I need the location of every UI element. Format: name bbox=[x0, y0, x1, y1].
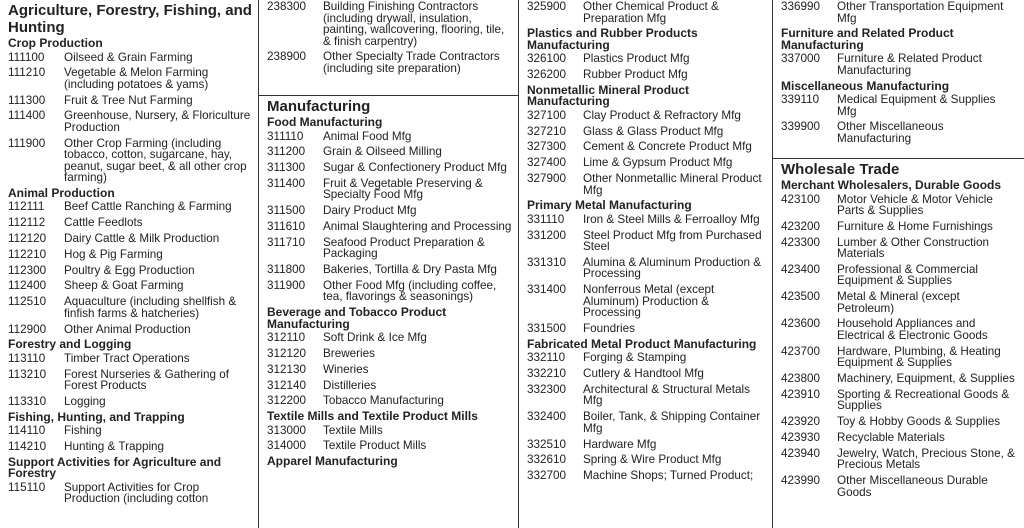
industry-description: Cutlery & Handtool Mfg bbox=[583, 367, 704, 381]
naics-code: 332210 bbox=[527, 367, 567, 381]
industry-description: Nonferrous Metal (except Aluminum) Production & Processing bbox=[583, 283, 715, 320]
list-item bbox=[8, 110, 258, 133]
naics-code: 312120 bbox=[267, 346, 307, 360]
naics-code: 332700 bbox=[527, 469, 567, 483]
industry-description: Steel Product Mfg from Purchased Steel bbox=[583, 228, 762, 254]
list-item bbox=[527, 411, 772, 434]
naics-code: 312110 bbox=[267, 331, 306, 345]
industry-description: Fruit & Vegetable Preserving & Specialty Food Mfg bbox=[323, 176, 483, 202]
industry-description: Jewelry, Watch, Precious Stone, & Precious Metals bbox=[837, 446, 1015, 472]
naics-code: 336990 bbox=[781, 0, 821, 13]
naics-code: 423500 bbox=[781, 290, 821, 304]
list-item bbox=[781, 237, 1024, 260]
list-item bbox=[527, 454, 772, 466]
industry-description: Fruit & Tree Nut Farming bbox=[64, 93, 193, 107]
industry-description: Other Miscellaneous Durable Goods bbox=[837, 474, 988, 499]
naics-code: 238900 bbox=[267, 50, 307, 64]
list-item bbox=[781, 291, 1024, 314]
naics-code: 311710 bbox=[267, 235, 306, 249]
naics-code: 332400 bbox=[527, 410, 567, 424]
list-item bbox=[781, 416, 1024, 428]
section bbox=[0, 2, 258, 509]
industry-description: Architectural & Structural Metals Mfg bbox=[583, 382, 750, 408]
group-heading: Nonmetallic Mineral Product Manufacturing bbox=[527, 82, 690, 109]
industry-description: Distilleries bbox=[323, 378, 377, 392]
industry-description: Foundries bbox=[583, 322, 635, 336]
industry-description: Lumber & Other Construction Materials bbox=[837, 235, 990, 261]
industry-description: Animal Slaughtering and Processing bbox=[323, 219, 512, 233]
list-item bbox=[527, 368, 772, 380]
industry-description: Bakeries, Tortilla & Dry Pasta Mfg bbox=[323, 263, 497, 277]
industry-description: Other Chemical Product & Preparation Mfg bbox=[583, 0, 719, 25]
list-item bbox=[781, 221, 1024, 233]
industry-description: Sugar & Confectionery Product Mfg bbox=[323, 161, 507, 175]
industry-description: Other Nonmetallic Mineral Product Mfg bbox=[583, 172, 762, 197]
industry-description: Building Finishing Contractors (including drywall, insulation, painting, wallcovering, flooring, tile, & finish carpentry) bbox=[323, 0, 505, 48]
group-heading: Textile Mills and Textile Product Mills bbox=[267, 409, 478, 424]
industry-description: Aquaculture (including shellfish & finfish farms & hatcheries) bbox=[64, 295, 237, 320]
naics-code: 326200 bbox=[527, 68, 567, 82]
list-item bbox=[781, 121, 1024, 144]
naics-code: 311900 bbox=[267, 278, 306, 292]
list-item bbox=[781, 475, 1024, 498]
naics-code: 111100 bbox=[8, 50, 45, 64]
list-item bbox=[527, 257, 772, 280]
list-item bbox=[8, 353, 258, 365]
list-item bbox=[527, 352, 772, 364]
industry-description: Other Crop Farming (including tobacco, cotton, sugarcane, hay, peanut, sugar beet, & all other crop farming) bbox=[64, 136, 247, 185]
naics-code: 112400 bbox=[8, 279, 47, 293]
industry-description: Household Appliances and Electrical & Electronic Goods bbox=[837, 317, 988, 342]
list-item bbox=[781, 448, 1024, 471]
industry-description: Toy & Hobby Goods & Supplies bbox=[837, 415, 1001, 429]
naics-code: 331500 bbox=[527, 322, 567, 336]
industry-description: Rubber Product Mfg bbox=[583, 68, 688, 82]
list-item bbox=[267, 348, 518, 360]
naics-code: 314000 bbox=[267, 439, 307, 453]
industry-description: Motor Vehicle & Motor Vehicle Parts & Supplies bbox=[837, 192, 993, 217]
industry-description: Recyclable Materials bbox=[837, 430, 945, 444]
naics-code: 111210 bbox=[8, 66, 46, 80]
industry-description: Cement & Concrete Product Mfg bbox=[583, 140, 752, 154]
list-item bbox=[267, 131, 518, 143]
industry-description: Beef Cattle Ranching & Farming bbox=[64, 200, 232, 214]
list-item bbox=[267, 237, 518, 260]
industry-description: Sporting & Recreational Goods & Supplies bbox=[837, 387, 1010, 413]
list-item bbox=[527, 384, 772, 407]
industry-description: Oilseed & Grain Farming bbox=[64, 50, 193, 64]
naics-code: 311500 bbox=[267, 204, 306, 218]
naics-code: 112300 bbox=[8, 263, 47, 277]
list-item bbox=[8, 67, 258, 90]
list-item bbox=[781, 264, 1024, 287]
list-item bbox=[267, 395, 518, 407]
naics-code: 311300 bbox=[267, 161, 306, 175]
naics-code: 423300 bbox=[781, 235, 821, 249]
naics-code: 238300 bbox=[267, 0, 307, 13]
column-divider bbox=[518, 0, 519, 528]
naics-code: 113210 bbox=[8, 367, 47, 381]
industry-description: Furniture & Related Product Manufacturing bbox=[837, 52, 982, 77]
list-item bbox=[781, 94, 1024, 117]
list-item bbox=[527, 1, 772, 24]
section-title: Agriculture, Forestry, Fishing, and Hunting bbox=[8, 2, 252, 36]
list-item bbox=[267, 178, 518, 201]
group-heading: Support Activities for Agriculture and Forestry bbox=[8, 454, 222, 481]
industry-description: Soft Drink & Ice Mfg bbox=[323, 331, 427, 345]
industry-description: Seafood Product Preparation & Packaging bbox=[323, 235, 485, 261]
industry-description: Medical Equipment & Supplies Mfg bbox=[837, 93, 996, 118]
naics-code: 326100 bbox=[527, 52, 567, 66]
list-item bbox=[267, 1, 518, 47]
list-item bbox=[8, 369, 258, 392]
list-item bbox=[527, 69, 772, 81]
section bbox=[259, 98, 518, 470]
naics-code: 423940 bbox=[781, 446, 821, 460]
industry-description: Hardware, Plumbing, & Heating Equipment & Supplies bbox=[837, 344, 1001, 370]
column-1 bbox=[0, 0, 258, 528]
group-heading: Merchant Wholesalers, Durable Goods bbox=[781, 178, 1002, 192]
naics-code: 332110 bbox=[527, 351, 566, 365]
industry-description: Glass & Glass Product Mfg bbox=[583, 124, 724, 138]
group-heading: Fabricated Metal Product Manufacturing bbox=[527, 336, 757, 351]
list-item bbox=[527, 214, 772, 226]
naics-code: 312200 bbox=[267, 394, 307, 408]
list-item bbox=[8, 396, 258, 408]
naics-code: 337000 bbox=[781, 52, 821, 66]
list-item bbox=[781, 194, 1024, 217]
group-heading: Beverage and Tobacco Product Manufacturing bbox=[267, 305, 447, 331]
naics-code: 331110 bbox=[527, 212, 565, 226]
naics-code: 311110 bbox=[267, 129, 304, 143]
naics-code: 331400 bbox=[527, 283, 567, 297]
industry-description: Other Food Mfg (including coffee, tea, flavorings & seasonings) bbox=[323, 278, 497, 304]
industry-description: Other Transportation Equipment Mfg bbox=[837, 0, 1004, 25]
list-item bbox=[8, 217, 258, 229]
column-divider bbox=[258, 0, 259, 528]
industry-description: Hardware Mfg bbox=[583, 437, 657, 451]
industry-description: Hunting & Trapping bbox=[64, 440, 165, 454]
section bbox=[773, 161, 1024, 502]
naics-code: 327300 bbox=[527, 140, 567, 154]
naics-code: 332510 bbox=[527, 437, 567, 451]
industry-description: Iron & Steel Mills & Ferroalloy Mfg bbox=[583, 212, 760, 226]
section-divider bbox=[773, 158, 1024, 159]
naics-code: 111400 bbox=[8, 109, 46, 123]
naics-code: 111900 bbox=[8, 136, 46, 150]
list-item bbox=[267, 221, 518, 233]
list-item bbox=[527, 126, 772, 138]
column-2 bbox=[259, 0, 518, 528]
naics-code: 332300 bbox=[527, 382, 567, 396]
industry-description: Breweries bbox=[323, 346, 375, 360]
section bbox=[259, 1, 518, 79]
industry-description: Forest Nurseries & Gathering of Forest Products bbox=[64, 367, 229, 393]
naics-code: 423800 bbox=[781, 372, 821, 386]
list-item bbox=[781, 389, 1024, 412]
list-item bbox=[8, 249, 258, 261]
industry-description: Tobacco Manufacturing bbox=[323, 394, 444, 408]
list-item bbox=[267, 51, 518, 74]
naics-code: 423920 bbox=[781, 415, 821, 429]
industry-description: Machinery, Equipment, & Supplies bbox=[837, 372, 1015, 386]
naics-code: 113310 bbox=[8, 394, 47, 408]
group-heading: Furniture and Related Product Manufacturing bbox=[781, 26, 954, 52]
column-divider bbox=[772, 0, 773, 528]
naics-code: 113110 bbox=[8, 351, 46, 365]
naics-code: 423400 bbox=[781, 262, 821, 276]
naics-code: 331310 bbox=[527, 255, 567, 269]
naics-code: 423990 bbox=[781, 474, 821, 488]
naics-code: 115110 bbox=[8, 480, 46, 494]
group-heading: Fishing, Hunting, and Trapping bbox=[8, 409, 185, 424]
list-item bbox=[8, 482, 258, 505]
naics-code: 112900 bbox=[8, 322, 47, 336]
group-heading: Apparel Manufacturing bbox=[267, 454, 398, 469]
list-item bbox=[8, 280, 258, 292]
list-item bbox=[527, 230, 772, 253]
naics-code: 327900 bbox=[527, 172, 567, 186]
industry-description: Sheep & Goat Farming bbox=[64, 279, 184, 293]
list-item bbox=[267, 162, 518, 174]
naics-code: 312130 bbox=[267, 362, 307, 376]
list-item bbox=[527, 284, 772, 319]
list-item bbox=[781, 1, 1024, 24]
section-title: Wholesale Trade bbox=[781, 161, 900, 178]
list-item bbox=[527, 141, 772, 153]
naics-code: 112112 bbox=[8, 216, 46, 230]
list-item bbox=[267, 380, 518, 392]
industry-description: Furniture & Home Furnishings bbox=[837, 219, 993, 233]
list-item bbox=[781, 373, 1024, 385]
list-item bbox=[8, 441, 258, 453]
group-heading: Forestry and Logging bbox=[8, 337, 132, 352]
industry-description: Timber Tract Operations bbox=[64, 351, 190, 365]
industry-description: Dairy Product Mfg bbox=[323, 204, 417, 218]
list-item bbox=[267, 364, 518, 376]
naics-code: 311610 bbox=[267, 219, 306, 233]
group-heading: Plastics and Rubber Products Manufacturing bbox=[527, 26, 698, 52]
industry-description: Poultry & Egg Production bbox=[64, 263, 195, 277]
naics-code: 114110 bbox=[8, 424, 46, 438]
list-item bbox=[267, 332, 518, 344]
column-4 bbox=[773, 0, 1024, 528]
section-divider bbox=[259, 95, 518, 96]
section bbox=[773, 1, 1024, 149]
naics-code: 423200 bbox=[781, 219, 821, 233]
naics-code: 112120 bbox=[8, 232, 47, 246]
naics-code: 312140 bbox=[267, 378, 307, 392]
naics-code: 327400 bbox=[527, 156, 567, 170]
list-item bbox=[8, 52, 258, 64]
naics-code: 331200 bbox=[527, 228, 567, 242]
naics-code: 111300 bbox=[8, 93, 46, 107]
list-item bbox=[781, 318, 1024, 341]
group-heading: Miscellaneous Manufacturing bbox=[781, 78, 950, 93]
list-item bbox=[8, 201, 258, 213]
list-item bbox=[267, 425, 518, 437]
industry-description: Logging bbox=[64, 394, 106, 408]
naics-code: 114210 bbox=[8, 440, 47, 454]
naics-code: 327210 bbox=[527, 124, 567, 138]
industry-description: Grain & Oilseed Milling bbox=[323, 145, 442, 159]
naics-code: 311200 bbox=[267, 145, 306, 159]
list-item bbox=[527, 110, 772, 122]
list-item bbox=[8, 265, 258, 277]
list-item bbox=[267, 264, 518, 276]
industry-description: Professional & Commercial Equipment & Supplies bbox=[837, 262, 978, 288]
list-item bbox=[527, 53, 772, 65]
naics-code: 313000 bbox=[267, 423, 307, 437]
list-item bbox=[527, 439, 772, 451]
list-item bbox=[781, 346, 1024, 369]
naics-code: 423930 bbox=[781, 430, 821, 444]
list-item bbox=[8, 138, 258, 184]
list-item bbox=[781, 53, 1024, 76]
naics-code: 423600 bbox=[781, 317, 821, 331]
naics-code: 112210 bbox=[8, 247, 47, 261]
industry-description: Cattle Feedlots bbox=[64, 216, 143, 230]
industry-description: Vegetable & Melon Farming (including potatoes & yams) bbox=[64, 66, 209, 91]
industry-description: Textile Product Mills bbox=[323, 439, 427, 453]
industry-description: Greenhouse, Nursery, & Floriculture Production bbox=[64, 109, 251, 134]
naics-code: 332610 bbox=[527, 453, 567, 467]
naics-code: 423100 bbox=[781, 192, 821, 206]
naics-code: 112111 bbox=[8, 200, 45, 214]
industry-description: Other Animal Production bbox=[64, 322, 191, 336]
industry-description: Animal Food Mfg bbox=[323, 129, 412, 143]
industry-description: Alumina & Aluminum Production & Processing bbox=[583, 255, 761, 281]
list-item bbox=[527, 173, 772, 196]
list-item bbox=[8, 425, 258, 437]
industry-description: Lime & Gypsum Product Mfg bbox=[583, 156, 733, 170]
industry-description: Dairy Cattle & Milk Production bbox=[64, 232, 220, 246]
list-item bbox=[527, 470, 772, 482]
industry-description: Other Miscellaneous Manufacturing bbox=[837, 120, 944, 145]
group-heading: Animal Production bbox=[8, 185, 115, 200]
naics-code: 311800 bbox=[267, 263, 306, 277]
section bbox=[519, 1, 772, 486]
column-3 bbox=[519, 0, 772, 528]
list-item bbox=[267, 280, 518, 303]
section-title: Manufacturing bbox=[267, 98, 371, 115]
naics-code: 112510 bbox=[8, 295, 47, 309]
naics-code: 423700 bbox=[781, 344, 821, 358]
industry-description: Spring & Wire Product Mfg bbox=[583, 453, 722, 467]
list-item bbox=[8, 95, 258, 107]
industry-description: Hog & Pig Farming bbox=[64, 247, 163, 261]
naics-code: 327100 bbox=[527, 108, 567, 122]
naics-code: 311400 bbox=[267, 176, 306, 190]
list-item bbox=[8, 296, 258, 319]
group-heading: Food Manufacturing bbox=[267, 115, 383, 129]
group-heading: Primary Metal Manufacturing bbox=[527, 198, 692, 213]
list-item bbox=[267, 440, 518, 452]
naics-code: 423910 bbox=[781, 387, 821, 401]
industry-description: Machine Shops; Turned Product; bbox=[583, 469, 754, 483]
industry-description: Fishing bbox=[64, 424, 102, 438]
industry-description: Boiler, Tank, & Shipping Container Mfg bbox=[583, 410, 761, 435]
list-item bbox=[527, 157, 772, 169]
industry-description: Textile Mills bbox=[323, 423, 383, 437]
naics-code: 339900 bbox=[781, 120, 821, 134]
list-item bbox=[8, 233, 258, 245]
list-item bbox=[267, 146, 518, 158]
list-item bbox=[781, 432, 1024, 444]
naics-code: 325900 bbox=[527, 0, 567, 13]
industry-description: Other Specialty Trade Contractors (including site preparation) bbox=[323, 50, 500, 75]
naics-code: 339110 bbox=[781, 93, 820, 107]
industry-description: Support Activities for Crop Production (including cotton bbox=[64, 480, 209, 506]
industry-description: Metal & Mineral (except Petroleum) bbox=[837, 290, 960, 315]
industry-description: Wineries bbox=[323, 362, 369, 376]
industry-description: Plastics Product Mfg bbox=[583, 52, 690, 66]
industry-description: Clay Product & Refractory Mfg bbox=[583, 108, 741, 122]
list-item bbox=[527, 323, 772, 335]
list-item bbox=[267, 205, 518, 217]
industry-description: Forging & Stamping bbox=[583, 351, 687, 365]
list-item bbox=[8, 324, 258, 336]
group-heading: Crop Production bbox=[8, 36, 103, 50]
